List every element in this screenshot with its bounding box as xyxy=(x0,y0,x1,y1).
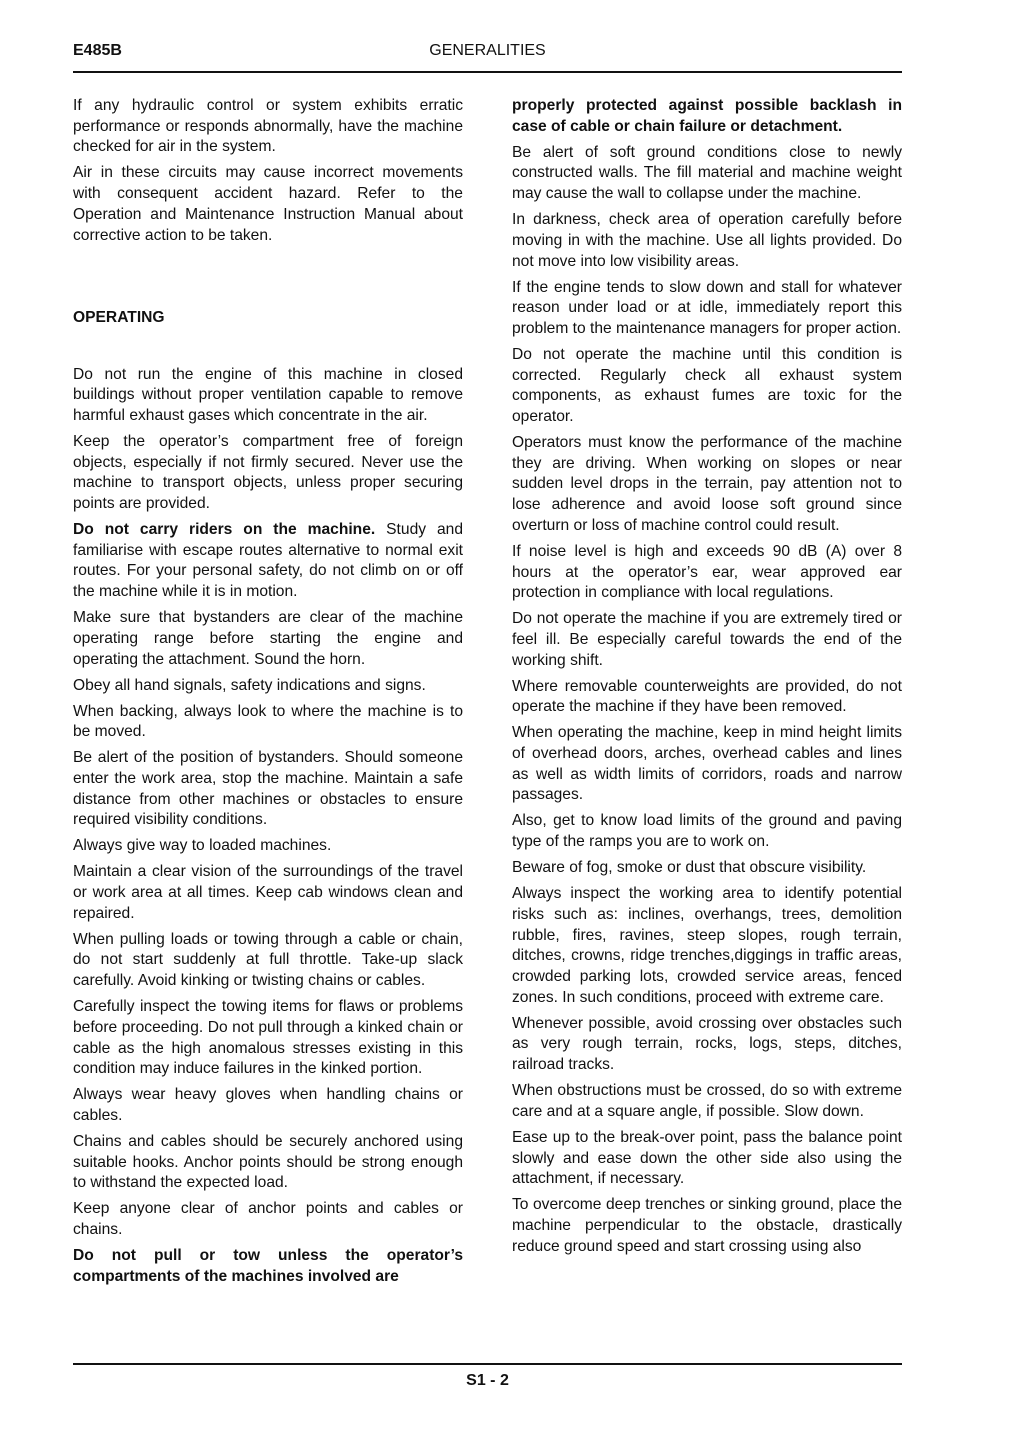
paragraph: Carefully inspect the towing items for flaws or problems before proceeding. Do not pull through a kinked chain or cable as the high anomalous stresses existing in this condition may induce failures in the kinked portion. xyxy=(73,998,463,1078)
page-header xyxy=(73,42,902,66)
paragraph: When backing, always look to where the machine is to be moved. xyxy=(73,702,463,741)
paragraph: Maintain a clear vision of the surroundings of the travel or work area at all times. Keep cab windows clean and repaired. xyxy=(73,863,463,922)
bold-warning: Do not pull or tow unless the operator’s compartments of the machines involved are xyxy=(73,1247,463,1285)
paragraph xyxy=(73,520,463,603)
paragraph: Keep anyone clear of anchor points and cables or chains. xyxy=(73,1200,463,1239)
section-title: GENERALITIES xyxy=(429,42,546,59)
spacer xyxy=(73,334,463,365)
paragraph: When pulling loads or towing through a cable or chain, do not start suddenly at full throttle. Take-up slack carefully. Avoid kinking or twisting chains or cables. xyxy=(73,930,463,990)
section-heading-operating: OPERATING xyxy=(73,308,165,326)
paragraph: Operators must know the performance of the machine they are driving. When working on slopes or near sudden level drops in the terrain, pay attention not to lose adherence and avoid loose soft ground since overturn or loss of machine control could result. xyxy=(512,434,902,534)
paragraph-text: Study and familiarise with escape routes alternative to normal exit routes. For your personal safety, do not climb on or off the machine while it is in motion. xyxy=(73,521,463,601)
paragraph: Chains and cables should be securely anchored using suitable hooks. Anchor points should be strong enough to withstand the expected load. xyxy=(73,1132,463,1192)
header-rule xyxy=(73,71,902,73)
paragraph: If any hydraulic control or system exhibits erratic performance or responds abnormally, have the machine checked for air in the system. xyxy=(73,97,463,156)
paragraph: When operating the machine, keep in mind height limits of overhead doors, arches, overhead cables and lines as well as width limits of corridors, roads and narrow passages. xyxy=(512,724,902,804)
model-code: E485B xyxy=(73,42,122,59)
paragraph: Always wear heavy gloves when handling chains or cables. xyxy=(73,1086,463,1124)
paragraph: Air in these circuits may cause incorrect movements with consequent accident hazard. Refer to the Operation and Maintenance Instruction Manual about corrective action to be taken. xyxy=(73,164,463,244)
paragraph: Keep the operator’s compartment free of foreign objects, especially if not firmly secured. Never use the machine to transport objects, unless proper securing points are provided. xyxy=(73,432,463,513)
bold-warning: properly protected against possible backlash in case of cable or chain failure or detachment. xyxy=(512,97,902,135)
paragraph: Ease up to the break-over point, pass the balance point slowly and ease down the other side also using the attachment, if necessary. xyxy=(512,1128,902,1188)
right-column xyxy=(512,96,902,1263)
paragraph: Whenever possible, avoid crossing over obstacles such as very rough terrain, rocks, logs, steps, ditches, railroad tracks. xyxy=(512,1014,902,1074)
paragraph: Always inspect the working area to identify potential risks such as: inclines, overhangs, trees, demolition rubble, fires, ravines, steep slopes, rough terrain, ditches, crowns, ridge trenches,diggings in traffic areas, crowded parking lots, crowded service areas, fenced zones. In such conditions, proceed with extreme care. xyxy=(512,885,902,1006)
paragraph: Be alert of the position of bystanders. Should someone enter the work area, stop the machine. Maintain a safe distance from other machines or obstacles to ensure required visibility conditions. xyxy=(73,749,463,829)
paragraph: In darkness, check area of operation carefully before moving in with the machine. Use all lights provided. Do not move into low visibility areas. xyxy=(512,211,902,270)
paragraph: Do not operate the machine until this condition is corrected. Regularly check all exhaust system components, as exhaust fumes are toxic for the operator. xyxy=(512,345,902,426)
paragraph: To overcome deep trenches or sinking ground, place the machine perpendicular to the obstacle, drastically reduce ground speed and start crossing using also xyxy=(512,1196,902,1255)
paragraph: If the engine tends to slow down and stall for whatever reason under load or at idle, immediately report this problem to the maintenance managers for proper action. xyxy=(512,278,902,337)
paragraph: If noise level is high and exceeds 90 dB (A) over 8 hours at the operator’s ear, wear approved ear protection in compliance with local regulations. xyxy=(512,542,902,602)
paragraph: Make sure that bystanders are clear of the machine operating range before starting the engine and operating the attachment. Sound the horn. xyxy=(73,609,463,668)
paragraph: Beware of fog, smoke or dust that obscure visibility. xyxy=(512,859,867,877)
paragraph: Do not run the engine of this machine in closed buildings without proper ventilation capable to remove harmful exhaust gases which concentrate in the air. xyxy=(73,365,463,424)
footer-rule xyxy=(73,1363,902,1365)
spacer xyxy=(73,252,463,308)
paragraph: Also, get to know load limits of the ground and paving type of the ramps you are to work on. xyxy=(512,812,902,851)
paragraph: Obey all hand signals, safety indications and signs. xyxy=(73,676,426,694)
paragraph: Do not operate the machine if you are extremely tired or feel ill. Be especially careful towards the end of the working shift. xyxy=(512,610,902,669)
left-column xyxy=(73,96,463,1293)
paragraph: Where removable counterweights are provided, do not operate the machine if they have been removed. xyxy=(512,677,902,716)
paragraph: When obstructions must be crossed, do so with extreme care and at a square angle, if possible. Slow down. xyxy=(512,1082,902,1120)
paragraph: Be alert of soft ground conditions close to newly constructed walls. The fill material and machine weight may cause the wall to collapse under the machine. xyxy=(512,143,902,203)
paragraph: Always give way to loaded machines. xyxy=(73,837,332,855)
page-number: S1 - 2 xyxy=(466,1372,509,1389)
bold-warning: Do not carry riders on the machine. xyxy=(73,521,376,539)
